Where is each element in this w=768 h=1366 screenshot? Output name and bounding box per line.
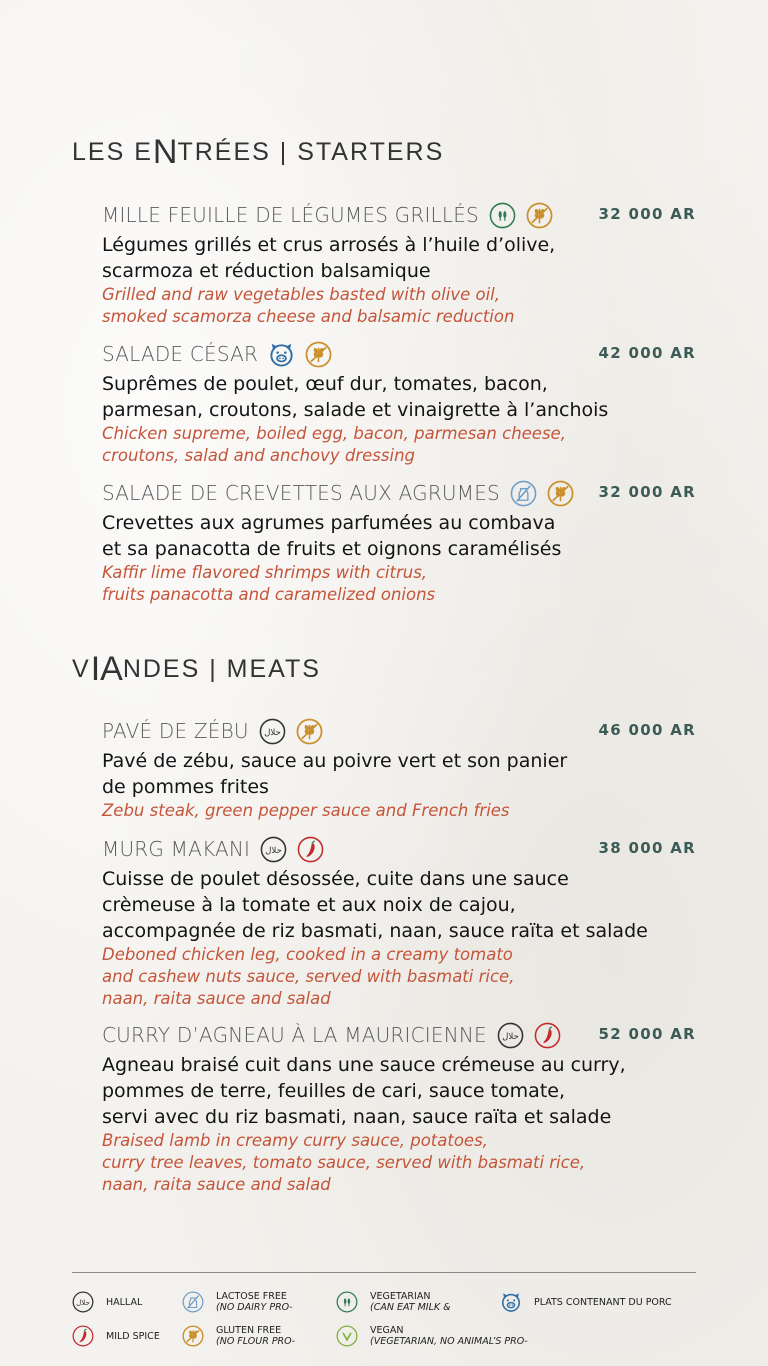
item-header [102,834,696,864]
meats-title-big: IA [90,650,123,688]
menu-item [102,339,696,467]
dietary-icons [259,718,323,745]
svg-text:حلال: حلال [501,1031,519,1042]
item-description-en [102,944,696,1010]
item-description-fr [102,232,696,284]
dietary-icons [497,1022,561,1049]
menu-item [102,716,696,822]
gluten-free-icon [547,480,574,507]
item-description-fr [102,371,696,423]
legend-item [182,1291,293,1313]
lactose-free-icon [510,480,537,507]
mild-spice-icon [72,1325,94,1347]
legend-label-text: GLUTEN FREE [216,1325,282,1336]
legend-item [336,1291,451,1313]
item-price: 52 000 AR [598,1025,696,1043]
meats-title-prefix: V [72,654,91,683]
description-line-fr: pommes de terre, feuilles de cari, sauce tomate, [102,1080,565,1102]
svg-text:حلال: حلال [263,727,281,738]
starters-title-big: N [152,133,178,171]
meats-section-title [72,652,321,686]
mild-spice-icon [297,836,324,863]
item-header [102,339,696,369]
item-name: SALADE DE CREVETTES AUX AGRUMES [102,481,500,505]
halal-icon [260,836,287,863]
description-line-fr: parmesan, croutons, salade et vinaigrette à l’anchois [102,399,609,421]
item-description-en [102,800,696,822]
description-line-en: croutons, salad and anchovy dressing [102,446,416,465]
description-line-en: naan, raita sauce and salad [102,1175,331,1194]
description-line-fr: scarmoza et réduction balsamique [102,260,431,282]
legend-item [72,1291,142,1313]
mild-spice-icon [534,1022,561,1049]
item-price: 42 000 AR [598,344,696,362]
item-description-en [102,1130,696,1196]
legend-label-text: VEGETARIAN [370,1291,431,1302]
legend-label-text: VEGAN [370,1325,404,1336]
item-description-en [102,284,696,328]
gluten-free-icon [296,718,323,745]
legend-label-text: LACTOSE FREE [216,1291,287,1302]
description-line-fr: Agneau braisé cuit dans une sauce crémeuse au curry, [102,1054,626,1076]
item-name: SALADE CÉSAR [102,342,259,366]
menu-item [102,834,696,1010]
legend [72,1286,696,1356]
gluten-free-icon [305,341,332,368]
menu-item [102,478,696,606]
dietary-icons [260,836,324,863]
description-line-fr: et sa panacotta de fruits et oignons caramélisés [102,538,562,560]
description-line-en: and cashew nuts sauce, served with basmati rice, [102,967,515,986]
item-description-fr [102,510,696,562]
gluten-free-icon [182,1325,204,1347]
item-header [102,478,696,508]
item-header [102,200,696,230]
pork-icon [268,341,295,368]
dietary-icons [268,341,332,368]
description-line-en: fruits panacotta and caramelized onions [102,585,436,604]
starters-title-mid: T [177,137,195,166]
legend-item [72,1325,160,1347]
legend-label [106,1297,142,1308]
item-price: 46 000 AR [598,721,696,739]
gluten-free-icon [526,202,553,229]
vegetarian-icon [336,1291,358,1313]
description-line-fr: Crevettes aux agrumes parfumées au combava [102,512,556,534]
description-line-en: Deboned chicken leg, cooked in a creamy tomato [102,945,513,964]
legend-label [216,1291,293,1313]
legend-label-sub: (NO DAIRY PRO- [216,1302,293,1313]
meats-title-english: MEATS [226,654,321,683]
vegan-icon [336,1325,358,1347]
starters-title-suffix: RÉES [194,137,271,166]
legend-item [182,1325,295,1347]
item-header [102,716,696,746]
item-price: 32 000 AR [598,483,696,501]
item-name: MURG MAKANI [102,837,251,861]
legend-label [216,1325,295,1347]
vegetarian-icon [489,202,516,229]
description-line-fr: accompagnée de riz basmati, naan, sauce raïta et salade [102,920,648,942]
legend-label [370,1291,451,1313]
item-description-fr [102,748,696,800]
description-line-fr: servi avec du riz basmati, naan, sauce raïta et salade [102,1106,612,1128]
description-line-en: Braised lamb in creamy curry sauce, potatoes, [102,1131,488,1150]
description-line-fr: Pavé de zébu, sauce au poivre vert et son panier [102,750,568,772]
menu-item [102,200,696,328]
legend-label [106,1331,160,1342]
item-description-fr [102,1052,696,1130]
legend-label-sub: (VEGETARIAN, NO ANIMAL’S PRO- [370,1336,528,1347]
halal-icon [259,718,286,745]
halal-icon [72,1291,94,1313]
legend-label-text: MILD SPICE [106,1330,160,1342]
description-line-en: smoked scamorza cheese and balsamic reduction [102,307,515,326]
item-header [102,1020,696,1050]
svg-text:حلال: حلال [265,845,282,856]
starters-title-prefix: LES E [72,137,153,166]
item-description-en [102,423,696,467]
legend-label-sub: (CAN EAT MILK & [370,1302,451,1313]
starters-section-title [72,135,444,169]
meats-title-suffix: NDES [122,654,201,683]
pork-icon [500,1291,522,1313]
legend-item [336,1325,528,1347]
description-line-fr: de pommes frites [102,776,269,798]
item-name: MILLE FEUILLE DE LÉGUMES GRILLÉS [102,203,479,227]
description-line-en: Chicken supreme, boiled egg, bacon, parmesan cheese, [102,424,566,443]
legend-item [500,1291,672,1313]
legend-label-text: HALLAL [106,1296,143,1308]
starters-title-english: STARTERS [297,137,445,166]
item-name: PAVÉ DE ZÉBU [102,719,249,743]
description-line-en: curry tree leaves, tomato sauce, served with basmati rice, [102,1153,586,1172]
description-line-en: Kaffir lime flavored shrimps with citrus, [102,563,428,582]
halal-icon [497,1022,524,1049]
starters-title-separator: | [270,137,298,166]
dietary-icons [510,480,574,507]
item-description-fr [102,866,696,944]
meats-title-separator: | [200,654,227,683]
item-price: 38 000 AR [598,839,696,857]
description-line-en: Zebu steak, green pepper sauce and French fries [102,801,510,820]
description-line-fr: Suprêmes de poulet, œuf dur, tomates, bacon, [102,373,548,395]
svg-text:حلال: حلال [76,1297,90,1307]
description-line-fr: Légumes grillés et crus arrosés à l’huile d’olive, [102,234,556,256]
lactose-free-icon [182,1291,204,1313]
description-line-fr: Cuisse de poulet désossée, cuite dans une sauce [102,868,569,890]
item-price: 32 000 AR [598,205,696,223]
legend-label [370,1325,528,1347]
legend-label-text: PLATS CONTENANT DU PORC [534,1296,672,1308]
item-description-en [102,562,696,606]
description-line-fr: crèmeuse à la tomate et aux noix de cajou, [102,894,516,916]
dietary-icons [489,202,553,229]
description-line-en: naan, raita sauce and salad [102,989,331,1008]
menu-item [102,1020,696,1196]
legend-label-sub: (NO FLOUR PRO- [216,1336,296,1347]
legend-label [534,1297,672,1308]
legend-divider [72,1272,696,1273]
description-line-en: Grilled and raw vegetables basted with olive oil, [102,285,500,304]
item-name: CURRY D’AGNEAU À LA MAURICIENNE [102,1023,487,1047]
